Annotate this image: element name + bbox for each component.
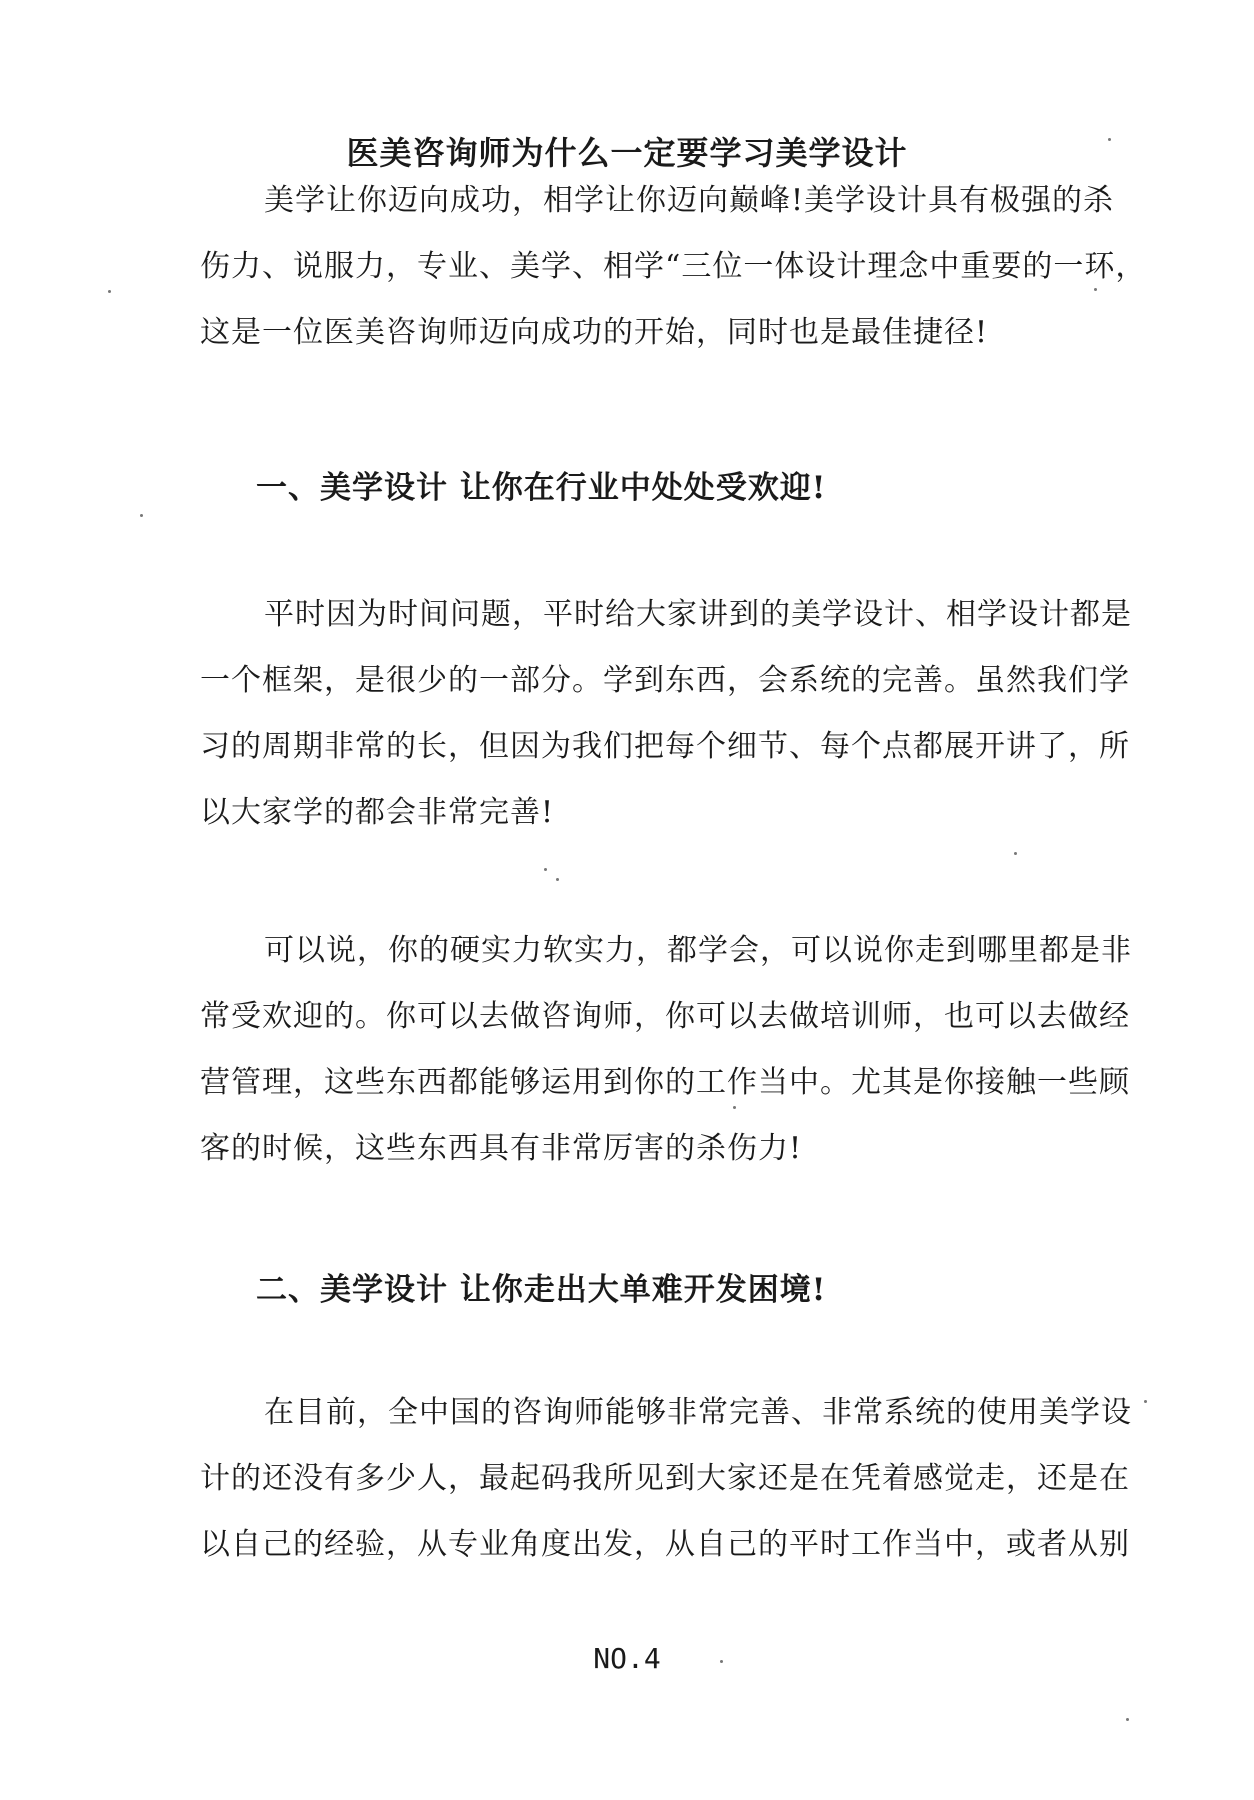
- intro-line: 美学让你迈向成功，相学让你迈向巅峰!美学设计具有极强的杀: [264, 183, 1115, 218]
- paragraph-line: 常受欢迎的。你可以去做咨询师，你可以去做培训师，也可以去做经: [200, 999, 1130, 1034]
- scan-speck: [556, 878, 559, 881]
- section-1-paragraph-1: [200, 582, 1132, 846]
- scan-speck: [140, 514, 143, 517]
- scan-speck: [1144, 1400, 1147, 1403]
- scan-speck: [720, 1660, 723, 1663]
- section-1-heading: 一、美学设计 让你在行业中处处受欢迎!: [256, 470, 827, 506]
- paragraph-line: 一个框架，是很少的一部分。学到东西，会系统的完善。虽然我们学: [200, 663, 1130, 698]
- intro-line: 这是一位医美咨询师迈向成功的开始，同时也是最佳捷径!: [200, 315, 989, 350]
- paragraph-line: 平时因为时间问题，平时给大家讲到的美学设计、相学设计都是: [264, 597, 1132, 632]
- paragraph-line: 在目前，全中国的咨询师能够非常完善、非常系统的使用美学设: [264, 1395, 1132, 1430]
- paragraph-line: 以大家学的都会非常完善!: [200, 795, 555, 830]
- document-title: 医美咨询师为什么一定要学习美学设计: [346, 134, 908, 172]
- paragraph-line: 营管理，这些东西都能够运用到你的工作当中。尤其是你接触一些顾: [200, 1065, 1130, 1100]
- scan-speck: [1014, 852, 1017, 855]
- scan-speck: [1126, 1718, 1129, 1721]
- paragraph-line: 可以说，你的硬实力软实力，都学会，可以说你走到哪里都是非: [264, 933, 1132, 968]
- section-1-paragraph-2: [200, 918, 1132, 1182]
- page-number: NO.4: [593, 1642, 661, 1675]
- section-2-paragraph-1: [200, 1380, 1132, 1578]
- intro-line: 伤力、说服力，专业、美学、相学“三位一体设计理念中重要的一环，: [200, 249, 1147, 284]
- paragraph-line: 以自己的经验，从专业角度出发，从自己的平时工作当中，或者从别: [200, 1527, 1130, 1562]
- scan-speck: [108, 290, 111, 293]
- scan-speck: [1094, 288, 1097, 291]
- intro-paragraph: [200, 168, 1147, 366]
- paragraph-line: 习的周期非常的长，但因为我们把每个细节、每个点都展开讲了，所: [200, 729, 1130, 764]
- paragraph-line: 计的还没有多少人，最起码我所见到大家还是在凭着感觉走，还是在: [200, 1461, 1130, 1496]
- paragraph-line: 客的时候，这些东西具有非常厉害的杀伤力!: [200, 1131, 803, 1166]
- scan-speck: [544, 868, 547, 871]
- section-2-heading: 二、美学设计 让你走出大单难开发困境!: [256, 1272, 827, 1308]
- scan-speck: [1108, 138, 1111, 141]
- scan-speck: [733, 1106, 736, 1109]
